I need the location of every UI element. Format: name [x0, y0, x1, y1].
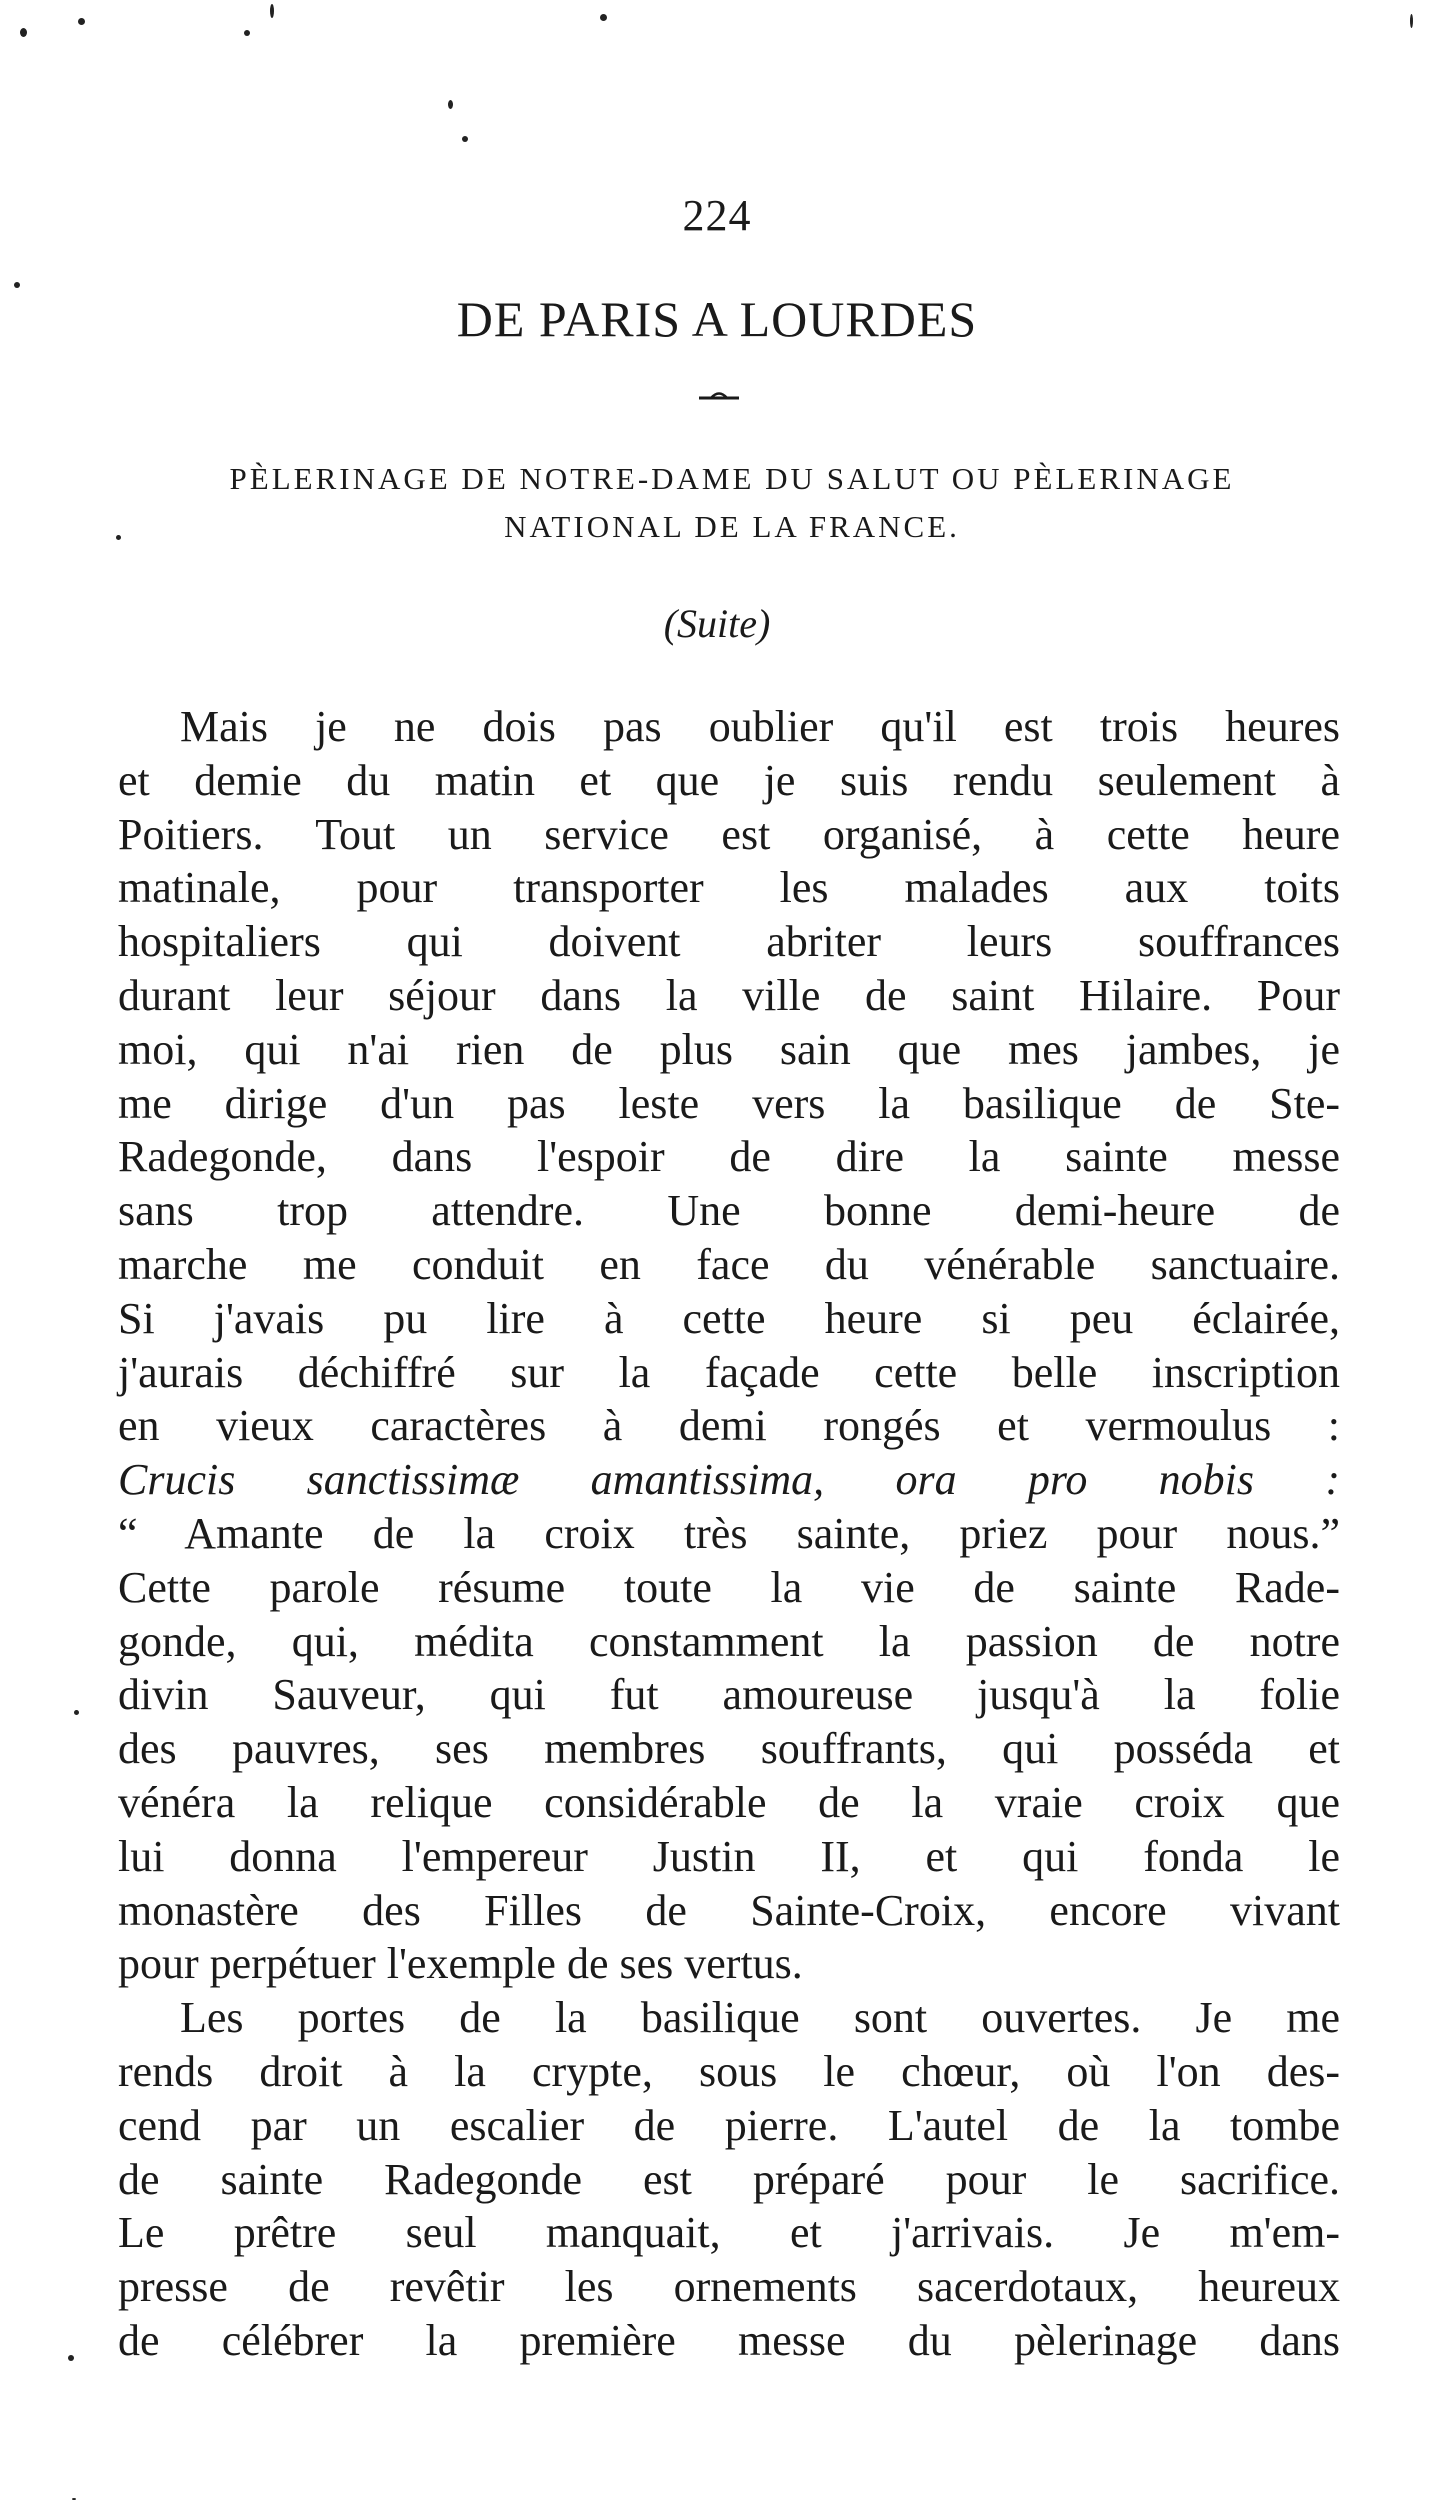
page-number: 224 [682, 191, 752, 240]
text-line: Cette parole résume toute la vie de sainte Rade- [118, 1562, 1340, 1612]
text-line: “ Amante de la croix très sainte, priez pour nous.” [118, 1508, 1340, 1558]
scan-speck [462, 136, 468, 142]
text-line: Le prêtre seul manquait, et j'arrivais. Je m'em- [118, 2208, 1340, 2258]
text-line: hospitaliers qui doivent abriter leurs souffrances [118, 917, 1340, 967]
text-line: Si j'avais pu lire à cette heure si peu éclairée, [118, 1293, 1340, 1343]
scan-speck [600, 14, 607, 21]
text-line: Les portes de la basilique sont ouvertes. Je me [180, 1993, 1340, 2043]
text-line: de sainte Radegonde est préparé pour le sacrifice. [118, 2154, 1340, 2204]
text-line: des pauvres, ses membres souffrants, qui posséda et [118, 1724, 1340, 1774]
section-heading-line: NATIONAL DE LA FRANCE. [504, 509, 960, 544]
text-line: de célébrer la première messe du pèlerinage dans [118, 2315, 1340, 2365]
text-line: j'aurais déchiffré sur la façade cette belle inscription [118, 1347, 1340, 1397]
body-text [118, 700, 1340, 2368]
latin-inscription: Crucis sanctissimæ amantissima, ora pro nobis : [118, 1455, 1340, 1505]
text-line: me dirige d'un pas leste vers la basilique de Ste- [118, 1078, 1340, 1128]
title-ornament [697, 388, 741, 402]
scan-speck [448, 100, 453, 109]
text-line: cend par un escalier de pierre. L'autel de la tombe [118, 2100, 1340, 2150]
running-title: DE PARIS A LOURDES [456, 291, 978, 347]
scan-speck [74, 1710, 79, 1715]
text-line: moi, qui n'ai rien de plus sain que mes jambes, je [118, 1024, 1340, 1074]
text-line: gonde, qui, médita constamment la passion de notre [118, 1616, 1340, 1666]
text-line: durant leur séjour dans la ville de saint Hilaire. Pour [118, 970, 1340, 1020]
text-line: lui donna l'empereur Justin II, et qui fonda le [118, 1831, 1340, 1881]
text-line: pour perpétuer l'exemple de ses vertus. [118, 1939, 803, 1989]
scan-speck [270, 4, 274, 18]
continued-marker: (Suite) [663, 601, 771, 646]
section-heading-line: PÈLERINAGE DE NOTRE-DAME DU SALUT OU PÈLERINAGE [229, 461, 1235, 496]
section-heading [120, 455, 1344, 551]
text-line: et demie du matin et que je suis rendu seulement à [118, 755, 1340, 805]
text-line: vénéra la relique considérable de la vraie croix que [118, 1777, 1340, 1827]
scan-speck [78, 18, 85, 25]
text-line: sans trop attendre. Une bonne demi-heure de [118, 1186, 1340, 1236]
text-line: divin Sauveur, qui fut amoureuse jusqu'à la folie [118, 1670, 1340, 1720]
text-line: rends droit à la crypte, sous le chœur, où l'on des- [118, 2046, 1340, 2096]
scan-speck [244, 30, 250, 36]
text-line: Radegonde, dans l'espoir de dire la sainte messe [118, 1132, 1340, 1182]
text-line: monastère des Filles de Sainte-Croix, encore vivant [118, 1885, 1340, 1935]
scan-speck [20, 28, 27, 37]
scan-speck [1410, 14, 1413, 28]
text-line: Mais je ne dois pas oublier qu'il est trois heures [180, 702, 1340, 751]
text-line: matinale, pour transporter les malades aux toits [118, 863, 1340, 913]
scan-speck [14, 282, 20, 288]
scan-speck [68, 2355, 74, 2361]
text-line: en vieux caractères à demi rongés et vermoulus : [118, 1401, 1340, 1451]
text-line: marche me conduit en face du vénérable sanctuaire. [118, 1239, 1340, 1289]
text-line: Poitiers. Tout un service est organisé, à cette heure [118, 809, 1340, 859]
text-line: presse de revêtir les ornements sacerdotaux, heureux [118, 2262, 1340, 2312]
